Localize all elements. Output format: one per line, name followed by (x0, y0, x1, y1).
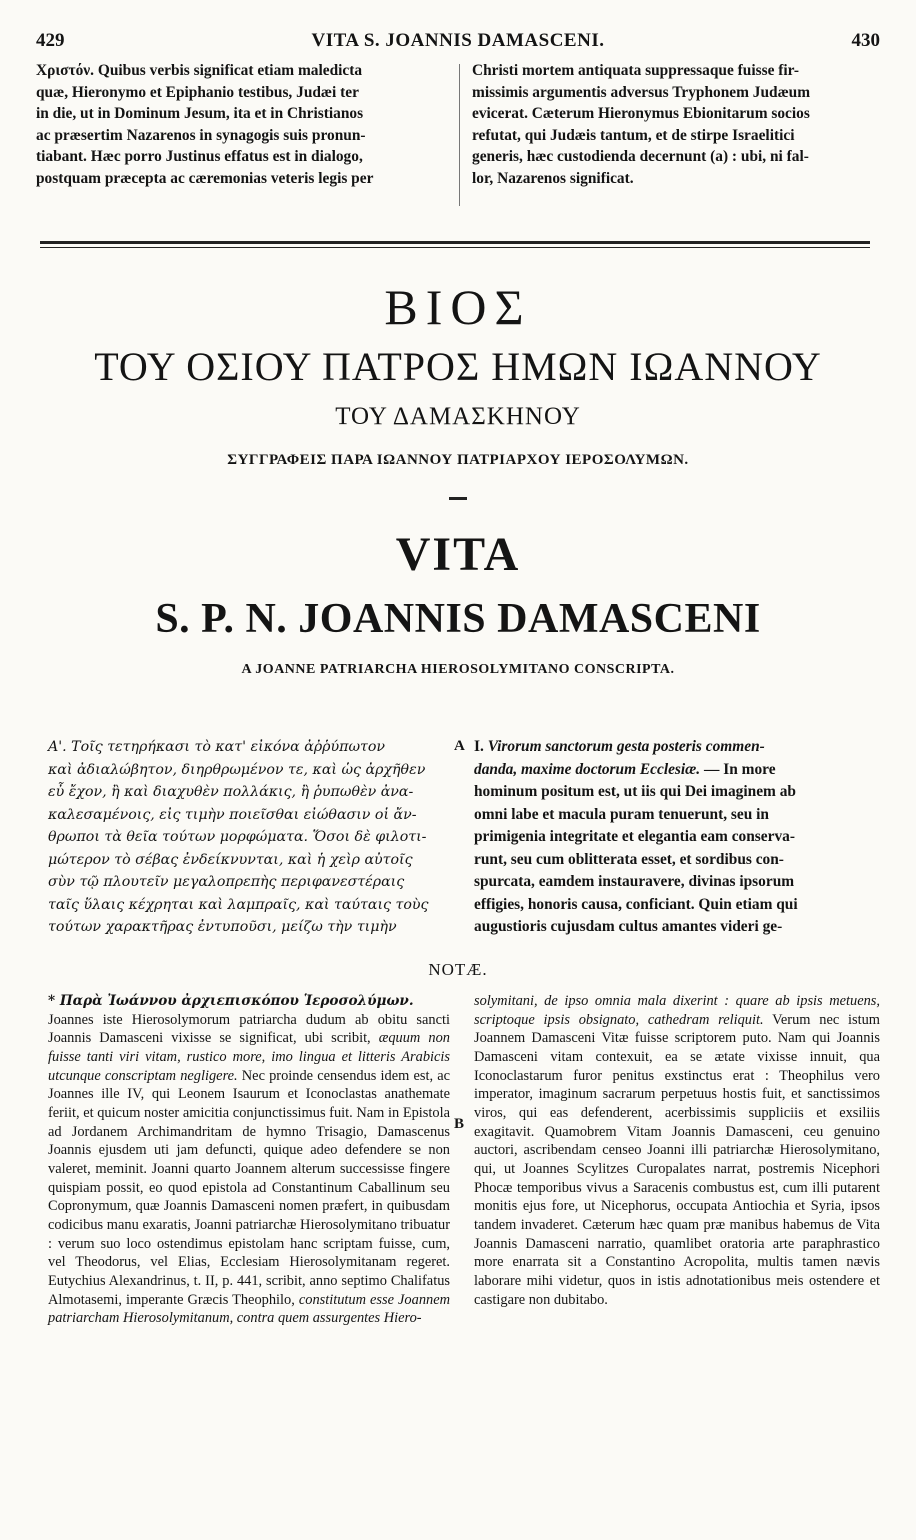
margin-marker-b: B (454, 1116, 465, 1132)
text-line: missimis argumentis adversus Tryphonem Judæum (472, 83, 811, 101)
page-number-left: 429 (36, 30, 65, 51)
text-line: ac præsertim Nazarenos in synagogis suis pronun- (36, 126, 366, 144)
text-line: quæ, Hieronymo et Epiphanio testibus, Judæi ter (36, 83, 359, 101)
text-line: εὖ ἔχον, ἢ καὶ διαχυθὲν πολλάκις, ἢ ῥυπωθὲν ἀνα- (48, 784, 414, 800)
note-paragraph: solymitani, de ipso omnia mala dixerint : quare ab ipsis metuens, scriptoque ipsis obsignato, cathedram reliquit. Verum nec istum Joannem Damasceni Vitæ fuisse scriptorem puto. Nam qui Joannis Damasceni vitam contexuit, ea se ætate vixisse innuit, qua Iconoclastarum furor penitus exstinctus erat : Theophilus vero imperator, imaginum sacrarum perpetuus hostis fuit, et sanctissimos viros, qui eas defenderent, acerbissimis suppliciis et exsiliis exagitavit. Quamobrem Vitam Joannis Damasceni, ceu genuino auctori, ascribendam censeo Joanni illi patriarchæ Hierosolymitano, qui, ut Joannes Scylitzes Curopalates narrat, postremis Nicephori Phocæ temporibus vivus a Saracenis combustus est, cum illi putarent monitis ejus fore, ut Nicephorus, occupata Antiochia et Syria, ipsos tandem invaderet. Cæterum hæc quam præ manibus habemus de Vita Joannis Damasceni narratio, quamlibet oratoria arte paraphrastico more enarrata sit a Constantino Acropolita, multis tamen nævis laborare mihi videtur, quos in istis adnotationibus meis ostendere et castigare non dubitabo. (474, 993, 880, 1308)
section-heading: danda, maxime doctorum Ecclesiæ. (474, 760, 701, 778)
section-number: I. (474, 738, 488, 755)
text-line: generis, hæc custodienda decernunt (a) : ubi, ni fal- (472, 148, 809, 166)
text-line: spurcata, eamdem instauravere, divinas ipsorum (474, 873, 795, 890)
running-title: VITA S. JOANNIS DAMASCENI. (311, 30, 605, 51)
section-rule-thin (40, 247, 870, 248)
greek-subtitle-3: ΣΥΓΓΡΑΦΕΙΣ ΠΑΡΑ ΙΩΑΝΝΟΥ ΠΑΤΡΙΑΡΧΟΥ ΙΕΡΟΣΟΛΥΜΩΝ. (227, 452, 689, 468)
greek-text-column (48, 736, 448, 939)
text-line (474, 736, 880, 759)
latin-subtitle-1: S. P. N. JOANNIS DAMASCENI (155, 596, 761, 642)
text-line: σὺν τῷ πλουτεῖν μεγαλοπρεπὴς περιφανεστέραις (48, 874, 405, 890)
text-line: evicerat. Cæterum Hieronymus Ebionitarum socios (472, 105, 810, 123)
text-line: μώτερον τὸ σέβας ἐνδείκνυνται, καὶ ἡ χεὶρ αὐτοῖς (48, 851, 413, 868)
greek-subtitle-1: ΤΟΥ ΟΣΙΟΥ ΠΑΤΡΟΣ ΗΜΩΝ ΙΩΑΝΝΟΥ (94, 344, 822, 389)
text-line: Χριστόν. Quibus verbis significat etiam maledicta (36, 62, 363, 79)
top-right-column (472, 60, 880, 190)
notes-left-column (48, 992, 450, 1328)
text-line: Christi mortem antiquata suppressaque fuisse fir- (472, 62, 800, 79)
column-divider (459, 64, 460, 206)
note-greek-heading (48, 992, 450, 1011)
text-line: Α'. Τοῖς τετηρήκασι τὸ κατ' εἰκόνα ἀῤῥύπωτον (48, 739, 386, 755)
notes-heading: NOTÆ. (428, 960, 488, 979)
text-line: tiabant. Hæc porro Justinus effatus est in dialogo, (36, 148, 363, 166)
text-line: καὶ ἀδιαλώβητον, διηρθρωμένον τε, καὶ ὡς ἀρχῆθεν (48, 761, 426, 778)
section-heading: Virorum sanctorum gesta posteris commen- (487, 738, 765, 755)
latin-text-column (474, 736, 880, 939)
margin-marker-a: A (454, 738, 465, 754)
text-line: θρωποι τὰ θεῖα τούτων μορφώματα. Ὅσοι δὲ φιλοτι- (48, 829, 427, 845)
text-line: runt, seu cum oblitterata esset, et sordibus con- (474, 850, 784, 868)
text-line: postquam præcepta ac cæremonias veteris legis per (36, 169, 374, 187)
note-paragraph: Joannes iste Hierosolymorum patriarcha dudum ab obitu sancti Joannis Damasceni vixisse se significat, ubi scribit, æquum non fuisse tanti viri vitam, rustico more, imo lingua et litteris Arabicis utcunque conscriptam negligere. Nec proinde censendus idem est, ac Joannes ille IV, qui Leonem Isaurum et Iconoclastas anathemate feriit, et quicum noster amicitia conjunctissimus fuit. Nam in Epistola ad Jordanem Archimandritam de hymno Trisagio, Damascenus Joannis ejusdem uti jam defuncti, quique adeo defendere se non valeret, meminit. Joanni quarto Joannem alterum successisse fingere quispiam possit, eo quod epistola ad Constantinum Caballinum seu Copronymum, quæ Joannis Damasceni nomen præfert, in quibusdam codicibus manu exaratis, Joanni patriarchæ Hierosolymitano tribuatur : verum suo loco ostendimus epistolam hanc scriptam fuisse, cum, vel Theodorus, vel Elias, Ecclesiam Hierosolymitanam regeret. Eutychius Alexandrinus, t. II, p. 441, scribit, anno septimo Chalifatus Almotasemi, imperante Græcis Theophilo, constitutum esse Joannem patriarcham Hierosolymitanum, contra quem assurgentes Hiero- (48, 1011, 450, 1327)
text-line: refutat, qui Judæis tantum, et de stirpe Israelitici (472, 126, 795, 144)
text-line: ταῖς ὕλαις κέχρηται καὶ λαμπραῖς, καὶ ταύταις τοὺς (48, 896, 429, 913)
text-line: hominum positum est, ut iis qui Dei imaginem ab (474, 783, 796, 800)
title-dash (449, 497, 467, 500)
greek-main-title: ΒΙΟΣ (384, 279, 532, 335)
page-number-right: 430 (851, 30, 880, 51)
text-line: lor, Nazarenos significat. (472, 169, 634, 187)
top-left-column (36, 60, 447, 190)
text-line: καλεσαμένοις, εἰς τιμὴν ποιεῖσθαι εἰώθασιν οἱ ἄν- (48, 806, 417, 823)
text-line (474, 759, 880, 782)
running-head (36, 30, 880, 58)
section-rule-thick (40, 241, 870, 244)
text-line: primigenia integritate et elegantia eam conserva- (474, 828, 795, 845)
notes-right-column (474, 992, 880, 1309)
text-line: τούτων χαρακτῆρας ἐντυποῦσι, μείζω τὴν τιμὴν (48, 919, 397, 935)
text-span: — In more (700, 760, 776, 778)
latin-subtitle-2: A JOANNE PATRIARCHA HIEROSOLYMITANO CONSCRIPTA. (241, 662, 675, 677)
text-line: augustioris cujusdam cultus amantes videri ge- (474, 918, 783, 935)
latin-main-title: VITA (395, 528, 521, 581)
text-line: in die, ut in Dominum Jesum, ita et in Christianos (36, 105, 364, 123)
text-line: effigies, honoris causa, conficiant. Quin etiam qui (474, 895, 798, 913)
greek-subtitle-2: ΤΟΥ ΔΑΜΑΣΚΗΝΟΥ (335, 403, 581, 430)
text-line: omni labe et macula puram tenuerunt, seu in (474, 805, 769, 823)
note-greek-lemma: * Παρὰ Ἰωάννου ἀρχιεπισκόπου Ἱεροσολύμων. (48, 993, 414, 1009)
